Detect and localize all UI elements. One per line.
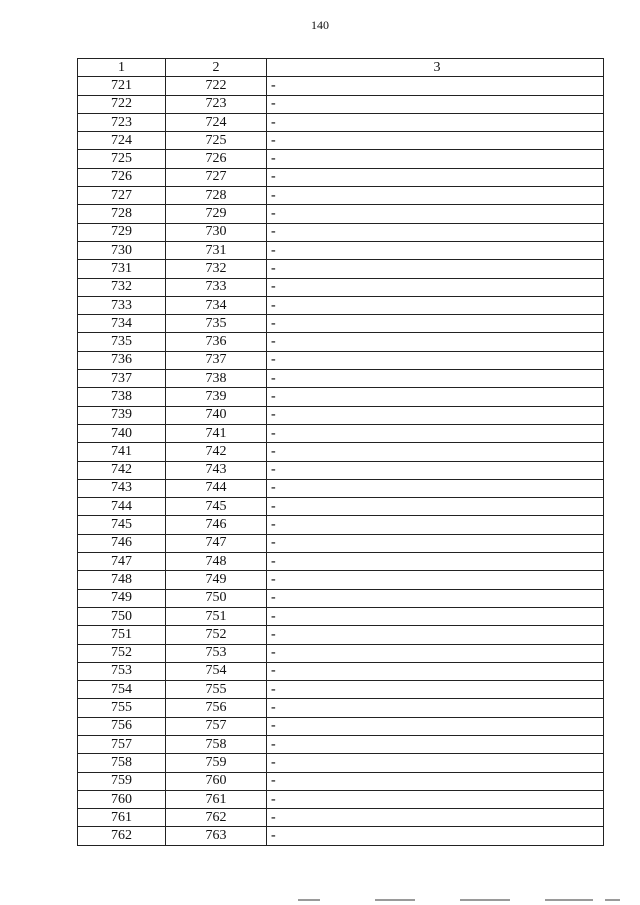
dash-value: - <box>271 297 276 313</box>
table-row <box>78 168 604 186</box>
cell-col3 <box>267 498 604 516</box>
data-table <box>77 58 604 846</box>
cell-col1: 736 <box>78 351 166 369</box>
cell-col1: 728 <box>78 205 166 223</box>
cell-col3 <box>267 772 604 790</box>
cell-col2: 747 <box>166 534 267 552</box>
cell-col2: 727 <box>166 168 267 186</box>
cell-col2: 741 <box>166 424 267 442</box>
table-row <box>78 241 604 259</box>
cell-col3 <box>267 626 604 644</box>
cell-col2: 751 <box>166 607 267 625</box>
cell-col1: 761 <box>78 809 166 827</box>
cell-col2: 750 <box>166 589 267 607</box>
cell-col3 <box>267 699 604 717</box>
cell-col2: 736 <box>166 333 267 351</box>
dash-value: - <box>271 370 276 386</box>
dash-value: - <box>271 663 276 679</box>
cell-col3 <box>267 644 604 662</box>
cell-col3 <box>267 296 604 314</box>
cell-col2: 723 <box>166 95 267 113</box>
cell-col1: 737 <box>78 370 166 388</box>
dash-value: - <box>271 425 276 441</box>
cell-col1: 757 <box>78 735 166 753</box>
cell-col2: 734 <box>166 296 267 314</box>
cell-col3 <box>267 241 604 259</box>
table-row <box>78 443 604 461</box>
cell-col2: 762 <box>166 809 267 827</box>
dash-value: - <box>271 169 276 185</box>
table-row <box>78 717 604 735</box>
cell-col1: 743 <box>78 479 166 497</box>
cell-col1: 755 <box>78 699 166 717</box>
cell-col3 <box>267 607 604 625</box>
table-row <box>78 77 604 95</box>
cell-col1: 756 <box>78 717 166 735</box>
cell-col1: 751 <box>78 626 166 644</box>
cell-col3 <box>267 187 604 205</box>
dash-value: - <box>271 462 276 478</box>
cell-col3 <box>267 534 604 552</box>
dash-value: - <box>271 96 276 112</box>
cell-col2: 758 <box>166 735 267 753</box>
cell-col2: 748 <box>166 553 267 571</box>
cell-col1: 727 <box>78 187 166 205</box>
cell-col1: 735 <box>78 333 166 351</box>
dash-value: - <box>271 352 276 368</box>
cell-col3 <box>267 424 604 442</box>
dash-value: - <box>271 517 276 533</box>
cell-col1: 759 <box>78 772 166 790</box>
table-header <box>78 59 604 77</box>
dash-value: - <box>271 828 276 844</box>
cell-col1: 749 <box>78 589 166 607</box>
cell-col1: 724 <box>78 132 166 150</box>
cell-col3 <box>267 370 604 388</box>
dash-value: - <box>271 187 276 203</box>
table-row <box>78 278 604 296</box>
dash-value: - <box>271 480 276 496</box>
cell-col3 <box>267 388 604 406</box>
cell-col3 <box>267 315 604 333</box>
cell-col3 <box>267 278 604 296</box>
cell-col1: 745 <box>78 516 166 534</box>
dash-value: - <box>271 791 276 807</box>
cell-col3 <box>267 351 604 369</box>
dash-value: - <box>271 498 276 514</box>
table-row <box>78 205 604 223</box>
cell-col2: 760 <box>166 772 267 790</box>
dash-value: - <box>271 754 276 770</box>
table-row <box>78 699 604 717</box>
cell-col3 <box>267 132 604 150</box>
table-row <box>78 150 604 168</box>
cell-col2: 735 <box>166 315 267 333</box>
cell-col1: 721 <box>78 77 166 95</box>
table-row <box>78 553 604 571</box>
cell-col3 <box>267 662 604 680</box>
cell-col2: 725 <box>166 132 267 150</box>
table-row <box>78 681 604 699</box>
table-row <box>78 498 604 516</box>
table-row <box>78 113 604 131</box>
cell-col3 <box>267 406 604 424</box>
table-row <box>78 754 604 772</box>
cell-col3 <box>267 790 604 808</box>
table-row <box>78 333 604 351</box>
cell-col2: 742 <box>166 443 267 461</box>
cell-col3 <box>267 516 604 534</box>
cell-col3 <box>267 95 604 113</box>
cell-col2: 756 <box>166 699 267 717</box>
cell-col3 <box>267 735 604 753</box>
cell-col3 <box>267 461 604 479</box>
cell-col1: 754 <box>78 681 166 699</box>
table-row <box>78 424 604 442</box>
cell-col1: 750 <box>78 607 166 625</box>
table-row <box>78 132 604 150</box>
cell-col1: 740 <box>78 424 166 442</box>
cell-col2: 745 <box>166 498 267 516</box>
cell-col2: 737 <box>166 351 267 369</box>
cell-col3 <box>267 205 604 223</box>
table-body <box>78 77 604 845</box>
table-row <box>78 516 604 534</box>
cell-col1: 739 <box>78 406 166 424</box>
dash-value: - <box>271 407 276 423</box>
cell-col1: 730 <box>78 241 166 259</box>
cell-col3 <box>267 479 604 497</box>
column-header-1: 1 <box>78 59 166 77</box>
cell-col1: 744 <box>78 498 166 516</box>
table-row <box>78 772 604 790</box>
cell-col1: 729 <box>78 223 166 241</box>
cell-col3 <box>267 333 604 351</box>
dash-value: - <box>271 151 276 167</box>
dash-value: - <box>271 114 276 130</box>
dash-value: - <box>271 77 276 93</box>
header-row <box>78 59 604 77</box>
dash-value: - <box>271 608 276 624</box>
cell-col1: 726 <box>78 168 166 186</box>
table-row <box>78 479 604 497</box>
cell-col2: 759 <box>166 754 267 772</box>
cell-col2: 763 <box>166 827 267 845</box>
dash-value: - <box>271 681 276 697</box>
cell-col1: 738 <box>78 388 166 406</box>
cell-col3 <box>267 168 604 186</box>
dash-value: - <box>271 388 276 404</box>
cell-col2: 739 <box>166 388 267 406</box>
dash-value: - <box>271 590 276 606</box>
table-row <box>78 461 604 479</box>
dash-value: - <box>271 700 276 716</box>
dash-value: - <box>271 315 276 331</box>
cell-col3 <box>267 443 604 461</box>
cell-col2: 744 <box>166 479 267 497</box>
table-row <box>78 735 604 753</box>
cell-col2: 731 <box>166 241 267 259</box>
cell-col1: 747 <box>78 553 166 571</box>
cell-col3 <box>267 77 604 95</box>
footer-scan-marks <box>290 897 630 903</box>
cell-col2: 730 <box>166 223 267 241</box>
cell-col2: 752 <box>166 626 267 644</box>
cell-col1: 733 <box>78 296 166 314</box>
cell-col2: 755 <box>166 681 267 699</box>
cell-col2: 746 <box>166 516 267 534</box>
dash-value: - <box>271 443 276 459</box>
dash-value: - <box>271 132 276 148</box>
table-row <box>78 534 604 552</box>
table-row <box>78 662 604 680</box>
cell-col2: 722 <box>166 77 267 95</box>
cell-col1: 731 <box>78 260 166 278</box>
cell-col1: 746 <box>78 534 166 552</box>
cell-col1: 753 <box>78 662 166 680</box>
dash-value: - <box>271 736 276 752</box>
cell-col2: 761 <box>166 790 267 808</box>
table-row <box>78 571 604 589</box>
cell-col1: 748 <box>78 571 166 589</box>
table-row <box>78 315 604 333</box>
cell-col1: 762 <box>78 827 166 845</box>
dash-value: - <box>271 224 276 240</box>
cell-col3 <box>267 260 604 278</box>
cell-col3 <box>267 553 604 571</box>
cell-col2: 729 <box>166 205 267 223</box>
cell-col1: 742 <box>78 461 166 479</box>
dash-value: - <box>271 718 276 734</box>
table-row <box>78 644 604 662</box>
column-header-3: 3 <box>267 59 604 77</box>
table-row <box>78 223 604 241</box>
cell-col3 <box>267 589 604 607</box>
cell-col2: 743 <box>166 461 267 479</box>
dash-value: - <box>271 279 276 295</box>
cell-col2: 732 <box>166 260 267 278</box>
cell-col2: 754 <box>166 662 267 680</box>
cell-col1: 725 <box>78 150 166 168</box>
column-header-2: 2 <box>166 59 267 77</box>
dash-value: - <box>271 535 276 551</box>
dash-value: - <box>271 242 276 258</box>
cell-col1: 734 <box>78 315 166 333</box>
table-row <box>78 351 604 369</box>
cell-col3 <box>267 827 604 845</box>
dash-value: - <box>271 206 276 222</box>
table-row <box>78 187 604 205</box>
page-number: 140 <box>311 18 329 32</box>
table-row <box>78 95 604 113</box>
cell-col2: 738 <box>166 370 267 388</box>
cell-col1: 758 <box>78 754 166 772</box>
cell-col1: 723 <box>78 113 166 131</box>
dash-value: - <box>271 334 276 350</box>
table-row <box>78 370 604 388</box>
table-row <box>78 406 604 424</box>
cell-col2: 740 <box>166 406 267 424</box>
cell-col3 <box>267 223 604 241</box>
dash-value: - <box>271 626 276 642</box>
cell-col1: 722 <box>78 95 166 113</box>
cell-col1: 741 <box>78 443 166 461</box>
dash-value: - <box>271 809 276 825</box>
table-row <box>78 260 604 278</box>
cell-col2: 753 <box>166 644 267 662</box>
cell-col3 <box>267 717 604 735</box>
dash-value: - <box>271 553 276 569</box>
cell-col1: 760 <box>78 790 166 808</box>
cell-col1: 732 <box>78 278 166 296</box>
cell-col3 <box>267 150 604 168</box>
cell-col2: 726 <box>166 150 267 168</box>
cell-col3 <box>267 113 604 131</box>
cell-col3 <box>267 809 604 827</box>
dash-value: - <box>271 773 276 789</box>
cell-col3 <box>267 754 604 772</box>
cell-col1: 752 <box>78 644 166 662</box>
cell-col3 <box>267 681 604 699</box>
cell-col2: 728 <box>166 187 267 205</box>
table-row <box>78 626 604 644</box>
dash-value: - <box>271 571 276 587</box>
table-row <box>78 790 604 808</box>
table-row <box>78 388 604 406</box>
dash-value: - <box>271 645 276 661</box>
cell-col2: 724 <box>166 113 267 131</box>
dash-value: - <box>271 260 276 276</box>
table-row <box>78 809 604 827</box>
cell-col2: 733 <box>166 278 267 296</box>
table-row <box>78 296 604 314</box>
table-row <box>78 607 604 625</box>
cell-col2: 749 <box>166 571 267 589</box>
table-row <box>78 827 604 845</box>
cell-col3 <box>267 571 604 589</box>
cell-col2: 757 <box>166 717 267 735</box>
table-row <box>78 589 604 607</box>
